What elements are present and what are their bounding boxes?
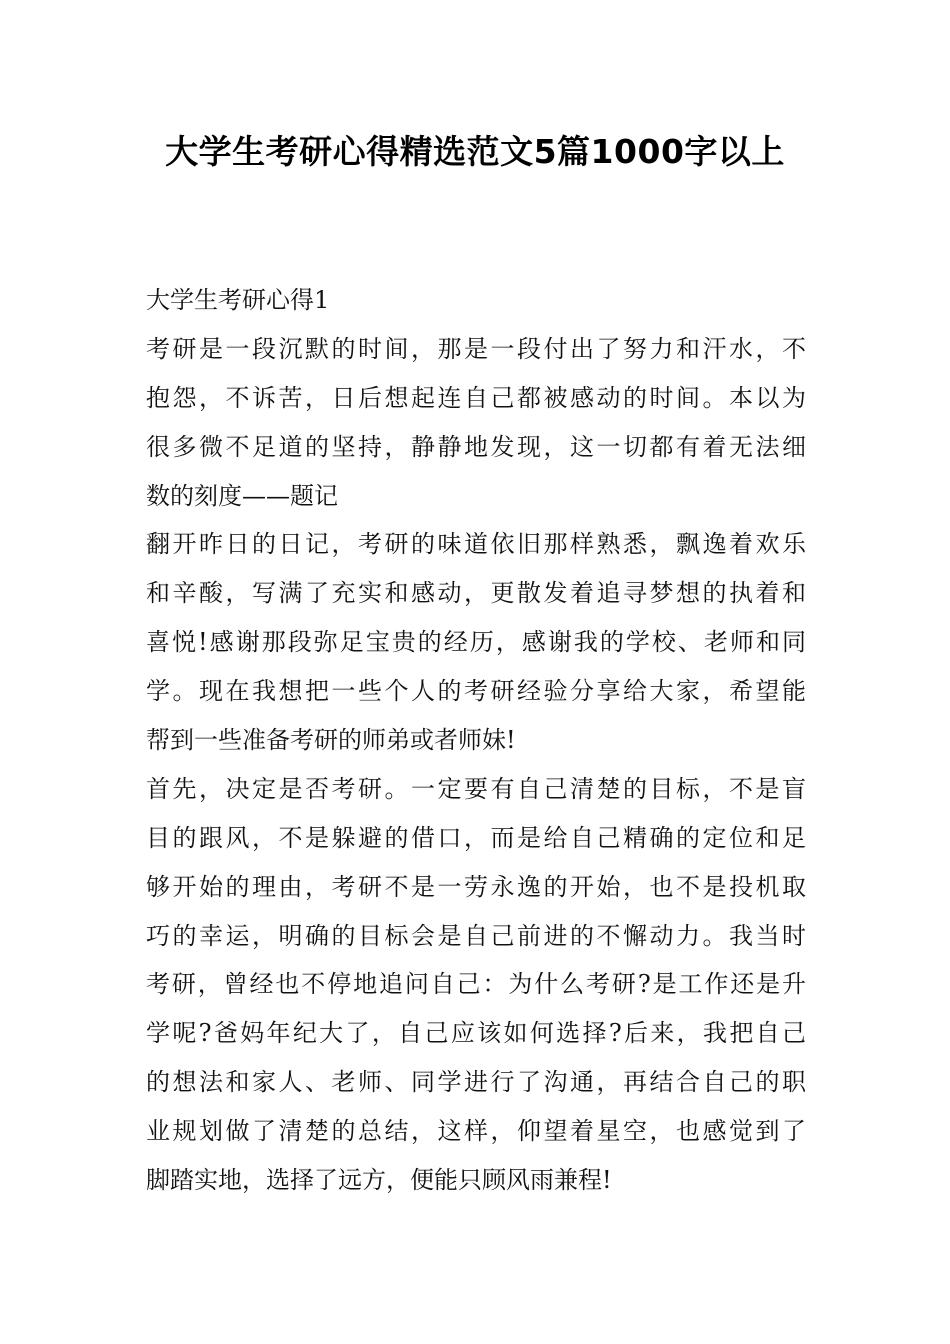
- body-line: 够开始的理由，考研不是一劳永逸的开始，也不是投机取: [146, 872, 806, 901]
- section-heading: 大学生考研心得1: [146, 286, 330, 314]
- body-line: 学呢?爸妈年纪大了，自己应该如何选择?后来，我把自己: [146, 1019, 806, 1048]
- document-title: 大学生考研心得精选范文5篇1000字以上: [165, 132, 785, 171]
- body-line: 业规划做了清楚的总结，这样，仰望着星空，也感觉到了: [146, 1117, 806, 1146]
- body-line: 的想法和家人、老师、同学进行了沟通，再结合自己的职: [146, 1068, 806, 1097]
- body-line: 抱怨，不诉苦，日后想起连自己都被感动的时间。本以为: [146, 383, 806, 412]
- document-body: [146, 276, 806, 1205]
- body-line: 数的刻度——题记: [146, 481, 338, 510]
- body-line: 首先，决定是否考研。一定要有自己清楚的目标，不是盲: [146, 774, 806, 803]
- body-line: 很多微不足道的坚持，静静地发现，这一切都有着无法细: [146, 432, 806, 461]
- body-line: 和辛酸，写满了充实和感动，更散发着追寻梦想的执着和: [146, 579, 806, 608]
- body-line: 考研是一段沉默的时间，那是一段付出了努力和汗水，不: [146, 334, 806, 363]
- body-line: 喜悦!感谢那段弥足宝贵的经历，感谢我的学校、老师和同: [146, 628, 806, 657]
- body-line: 学。现在我想把一些个人的考研经验分享给大家，希望能: [146, 677, 806, 706]
- body-line: 翻开昨日的日记，考研的味道依旧那样熟悉，飘逸着欢乐: [146, 530, 806, 559]
- body-line: 脚踏实地，选择了远方，便能只顾风雨兼程!: [146, 1166, 612, 1195]
- body-line: 考研，曾经也不停地追问自己：为什么考研?是工作还是升: [146, 970, 806, 999]
- body-line: 帮到一些准备考研的师弟或者师妹!: [146, 726, 516, 755]
- body-line: 巧的幸运，明确的目标会是自己前进的不懈动力。我当时: [146, 921, 806, 950]
- body-line: 目的跟风，不是躲避的借口，而是给自己精确的定位和足: [146, 823, 806, 852]
